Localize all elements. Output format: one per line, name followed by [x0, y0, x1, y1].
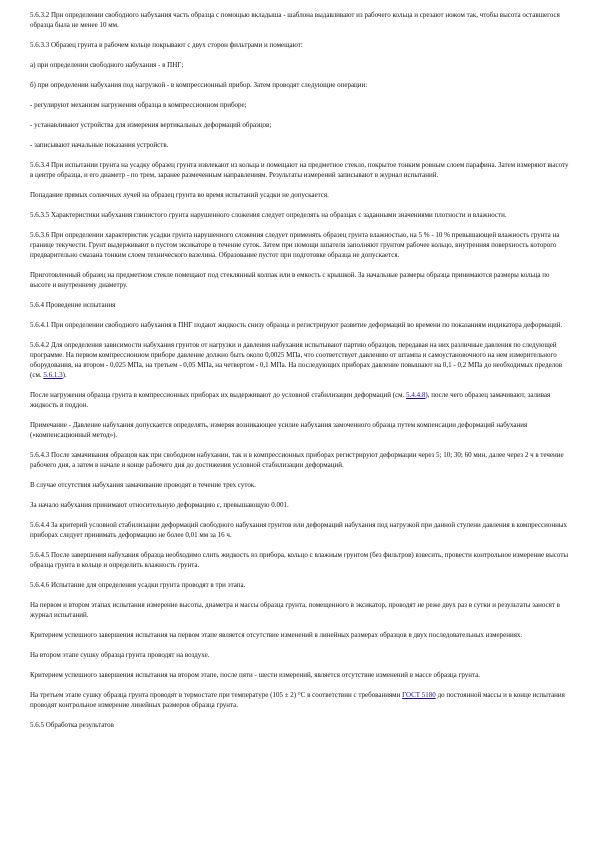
- paragraph-tail: ), после чего образец замачивают, заливая жидкость в поддон.: [30, 391, 551, 409]
- paragraph-text: За начало набухания принимают относительную деформацию ε, превышающую 0.001.: [30, 501, 289, 509]
- paragraph-text: Попадание прямых солнечных лучей на образец грунта во время испытаний усадки не допускается.: [30, 191, 329, 199]
- paragraph-stage-one-two: [30, 600, 569, 620]
- paragraph-stage-one-criterion: [30, 630, 569, 640]
- paragraph-prepared-sample: [30, 270, 569, 290]
- paragraph-text: - записывают начальные показания устройств.: [30, 141, 169, 149]
- paragraph-text: 5.6.3.6 При определении характеристик усадки грунта нарушенного сложения следует применять образец грунта влажностью, на 5 % - 10 % превышающей влажность грунта на границе текучести. Грунт выдерживают в пустом эксикаторе в течение суток. Затем при помощи шпателя заполняют грунтом рабочее кольцо, внутренняя поверхность которого предварительно смазана тонким слоем технического вазелина. Образование пустот при подготовке образца не допускается.: [30, 231, 560, 259]
- paragraph-5-6-4-6: [30, 580, 569, 590]
- paragraph-5-6-3-6: [30, 230, 569, 260]
- paragraph-note: [30, 420, 569, 440]
- heading-text: 5.6.4 Проведение испытания: [30, 301, 116, 309]
- list-item-b: [30, 80, 569, 90]
- list-item-dash-3: [30, 140, 569, 150]
- link-gost-5180[interactable]: ГОСТ 5180: [402, 691, 436, 699]
- paragraph-text: 5.6.4.3 После замачивания образцов как при свободном набухании, так и в компрессионных приборах регистрируют деформации через 5; 10; 30; 60 мин, далее через 2 ч в течение рабочего дня, а затем в начале и конце рабочего дня до достижения условной стабилизации деформаций.: [30, 451, 564, 469]
- paragraph-text: 5.6.3.5 Характеристики набухания глинистого грунта нарушенного сложения следует определять на образцах с заданными значениями плотности и влажности.: [30, 211, 507, 219]
- paragraph-5-6-4-3: [30, 450, 569, 470]
- paragraph-text: - регулируют механизм нагружения образца в компрессионном приборе;: [30, 101, 247, 109]
- paragraph-after-loading: [30, 390, 569, 410]
- paragraph-no-swelling: [30, 480, 569, 490]
- paragraph-tail: до постоянной массы и в конце испытания проводят контрольное измерение линейных размеров образца грунта.: [30, 691, 565, 709]
- list-item-a: [30, 60, 569, 70]
- paragraph-sunlight-note: [30, 190, 569, 200]
- paragraph-5-6-3-4: [30, 160, 569, 180]
- paragraph-stage-two: [30, 650, 569, 660]
- paragraph-text: На первом и втором этапах испытания измерение высоты, диаметра и массы образца грунта, помещенного в эксикатор, проводят не реже двух раз в сутки и результаты заносят в журнал испытаний.: [30, 601, 560, 619]
- paragraph-5-6-4-2: [30, 340, 569, 380]
- paragraph-swelling-start: [30, 500, 569, 510]
- paragraph-text: 5.6.4.5 После завершения набухания образца необходимо слить жидкость из прибора, кольцо с влажным грунтом (без фильтров) взвесить, провести контрольное измерение высоты образца грунта в кольце и определить влажность грунта.: [30, 551, 569, 569]
- link-5-4-4-8[interactable]: 5.4.4.8: [406, 391, 426, 399]
- paragraph-text: Критерием успешного завершения испытания на втором этапе, после пяти - шести измерений, является отсутствие изменений в массе образца грунта.: [30, 671, 481, 679]
- paragraph-text: - устанавливают устройства для измерения вертикальных деформаций образцов;: [30, 121, 272, 129]
- paragraph-text: б) при определении набухания под нагрузкой - в компрессионный прибор. Затем проводят следующие операции:: [30, 81, 368, 89]
- paragraph-stage-two-criterion: [30, 670, 569, 680]
- paragraph-text: а) при определении свободного набухания - в ПНГ;: [30, 61, 184, 69]
- paragraph-text: 5.6.3.2 При определении свободного набухания часть образца с помощью вкладыша - шаблона выдавливают из рабочего кольца и срезают ножом так, чтобы высота оставшегося образца была не менее 10 мм.: [30, 11, 560, 29]
- paragraph-text: На втором этапе сушку образца грунта проводят на воздухе.: [30, 651, 210, 659]
- paragraph-text: Примечание - Давление набухания допускается определять, измеряя возникающее усилие набухания замоченного образца путем компенсации деформаций набухания («компенсационный метод»).: [30, 421, 528, 439]
- paragraph-5-6-4-1: [30, 320, 569, 330]
- paragraph-text: 5.6.4.2 Для определения зависимости набухания грунтов от нагрузки и давления набухания испытывают партию образцов, передавая на них различные давления по следующей программе. На первом компрессионном приборе давление должно быть около 0,0025 МПа, что соответствует давлению от штампа и самоустановочного на нем измерительного оборудования, на втором - 0,025 МПа, на третьем - 0,05 МПа, на четвертом - 0,1 МПа. На последующих приборах давление повышают на 0,1 - 0,2 МПа до необходимых пределов (см.: [30, 341, 563, 379]
- paragraph-5-6-3-5: [30, 210, 569, 220]
- section-heading-5-6-4: [30, 300, 569, 310]
- list-item-dash-2: [30, 120, 569, 130]
- paragraph-text: На третьем этапе сушку образца грунта проводят в термостате при температуре (105 ± 2) °С в соответствии с требованиями: [30, 691, 403, 699]
- paragraph-5-6-3-2: [30, 10, 569, 30]
- paragraph-text: 5.6.4.1 При определении свободного набухания в ПНГ подают жидкость снизу образца и регистрируют развитие деформаций во времени по показаниям индикатора деформаций.: [30, 321, 563, 329]
- paragraph-text: Критерием успешного завершения испытания на первом этапе является отсутствие изменений в линейных размерах образцов в двух последовательных измерениях.: [30, 631, 523, 639]
- paragraph-text: Приготовленный образец на предметном стекле помещают под стеклянный колпак или в емкость с крышкой. За начальные размеры образца принимаются размеры кольца по высоте и внутреннему диаметру.: [30, 271, 550, 289]
- paragraph-stage-three: [30, 690, 569, 710]
- paragraph-text: 5.6.4.6 Испытание для определения усадки грунта проводят в три этапа.: [30, 581, 246, 589]
- paragraph-5-6-4-5: [30, 550, 569, 570]
- paragraph-text: После нагружения образца грунта в компрессионных приборах их выдерживают до условной стабилизации деформаций (см.: [30, 391, 407, 399]
- paragraph-text: 5.6.4.4 За критерий условной стабилизации деформаций свободного набухания грунтов или деформаций набухания под нагрузкой при данной ступени давления в компрессионных приборах следует принимать деформацию не более 0,01 мм за 16 ч.: [30, 521, 568, 539]
- heading-text: 5.6.5 Обработка результатов: [30, 721, 114, 729]
- paragraph-text: 5.6.3.3 Образец грунта в рабочем кольце покрывают с двух сторон фильтрами и помещают:: [30, 41, 303, 49]
- paragraph-5-6-4-4: [30, 520, 569, 540]
- paragraph-text: 5.6.3.4 При испытании грунта на усадку образец грунта извлекают из кольца и помещают на предметное стекло, покрытое тонким ровным слоем парафина. Затем измеряют высоту в центре образца, и его диаметр - по трем, заранее размеченным направлениям. Результаты измерений записывают в журнал испытаний.: [30, 161, 569, 179]
- section-heading-5-6-5: [30, 720, 569, 730]
- list-item-dash-1: [30, 100, 569, 110]
- paragraph-text: В случае отсутствия набухания замачивание проводят в течение трех суток.: [30, 481, 256, 489]
- paragraph-5-6-3-3: [30, 40, 569, 50]
- link-5-6-1-3[interactable]: 5.6.1.3: [43, 371, 63, 379]
- paragraph-tail: ).: [62, 371, 67, 379]
